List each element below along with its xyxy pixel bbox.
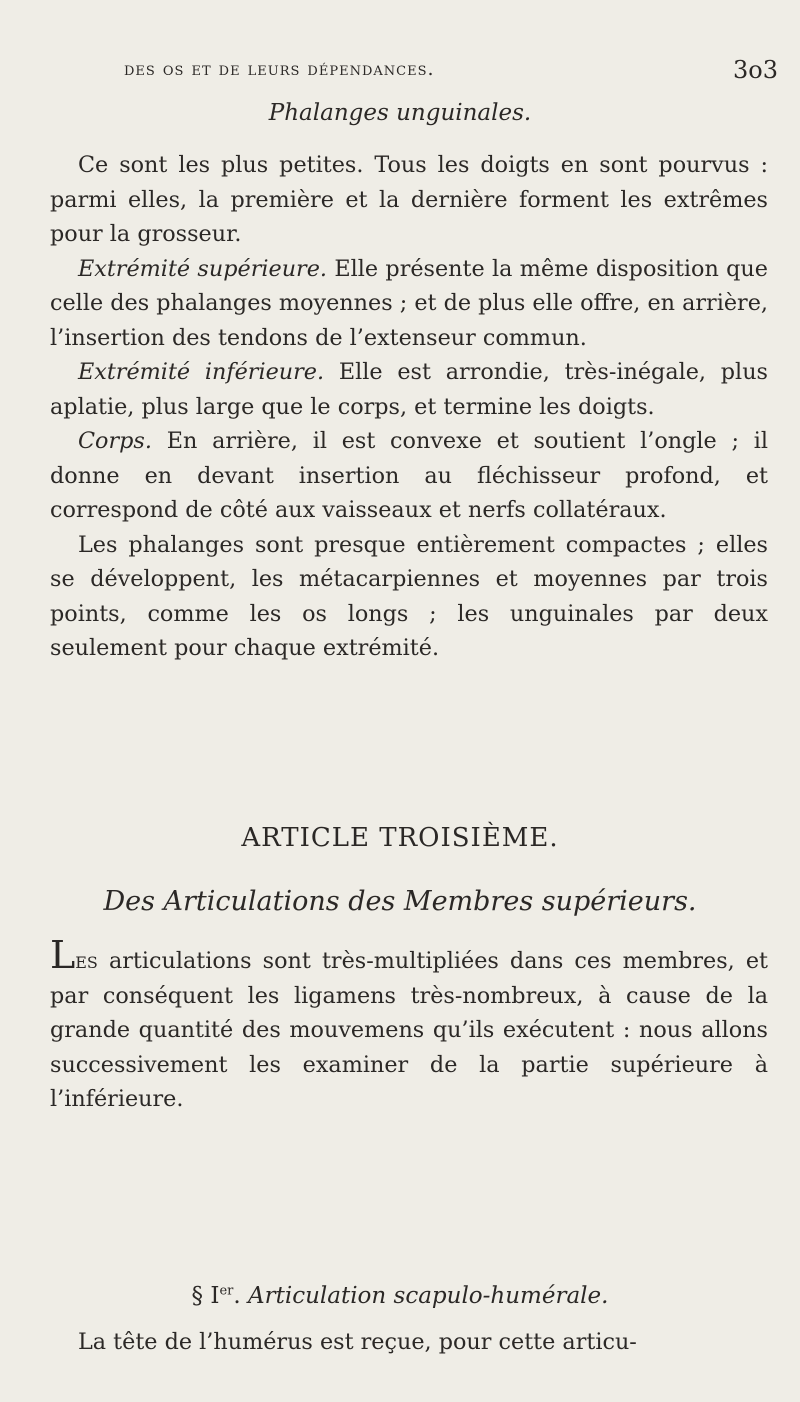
paragraph-upper-end-lead: Extrémité supérieure. xyxy=(78,255,327,282)
paragraph-upper-end-text: Elle présente la même disposition que celle des phalanges moyennes ; et de plus elle offre, en arrière, l’insertion des tendons de l’extenseur commun. xyxy=(50,255,768,351)
paragraph-development-text: Les phalanges sont presque entièrement compactes ; elles se développent, les métacarpiennes et moyennes par trois points, comme les os longs ; les unguinales par deux seulement pour chaque extrémité. xyxy=(50,531,768,661)
subsection-paragraph xyxy=(50,1325,768,1360)
paragraph-development xyxy=(50,528,768,666)
paragraph-body-lead: Corps. xyxy=(78,428,152,454)
article-title: Des Articulations des Membres supérieurs. xyxy=(103,886,697,917)
dropcap-rest: es xyxy=(75,948,98,974)
paragraph-intro-text: Ce sont les plus petites. Tous les doigts en sont pourvus : parmi elles, la première et la dernière forment les extrêmes pour la grosseur. xyxy=(50,152,768,247)
page-number: 3o3 xyxy=(733,56,778,84)
subsection-body xyxy=(50,1325,768,1360)
dropcap-letter: L xyxy=(50,933,76,977)
subsection-marker: § I xyxy=(191,1283,220,1309)
paragraph-lower-end xyxy=(50,355,768,424)
paragraph-body xyxy=(50,424,768,528)
running-title: des os et de leurs dépendances. xyxy=(124,58,435,80)
article-paragraph xyxy=(50,933,768,1117)
paragraph-lower-end-lead: Extrémité inférieure. xyxy=(78,359,325,385)
subsection-title: Articulation scapulo-humérale. xyxy=(247,1283,609,1309)
subsection-marker-sup: er xyxy=(219,1283,234,1299)
paragraph-body-text: En arrière, il est convexe et soutient l’ongle ; il donne en devant insertion au fléchisseur profond, et correspond de côté aux vaisseaux et nerfs collatéraux. xyxy=(50,428,768,523)
subsection-paragraph-text: La tête de l’humérus est reçue, pour cette articu- xyxy=(78,1329,637,1355)
paragraph-intro xyxy=(50,148,768,252)
article-heading: ARTICLE TROISIÈME. xyxy=(241,823,559,853)
paragraph-lower-end-text: Elle est arrondie, très-inégale, plus aplatie, plus large que le corps, et termine les doigts. xyxy=(50,359,768,420)
subsection-heading: § Ier. Articulation scapulo-humérale. xyxy=(191,1283,609,1309)
article-paragraph-text: articulations sont très-multipliées dans ces membres, et par conséquent les ligamens très-nombreux, à cause de la grande quantité des mouvemens qu’ils exécutent : nous allons successivement les examiner de la partie supérieure à l’inférieure. xyxy=(50,948,768,1112)
article-body xyxy=(50,933,768,1117)
section-title: Phalanges unguinales. xyxy=(268,100,532,126)
section-body xyxy=(50,148,768,666)
paragraph-upper-end xyxy=(50,252,768,356)
running-head xyxy=(78,58,778,88)
